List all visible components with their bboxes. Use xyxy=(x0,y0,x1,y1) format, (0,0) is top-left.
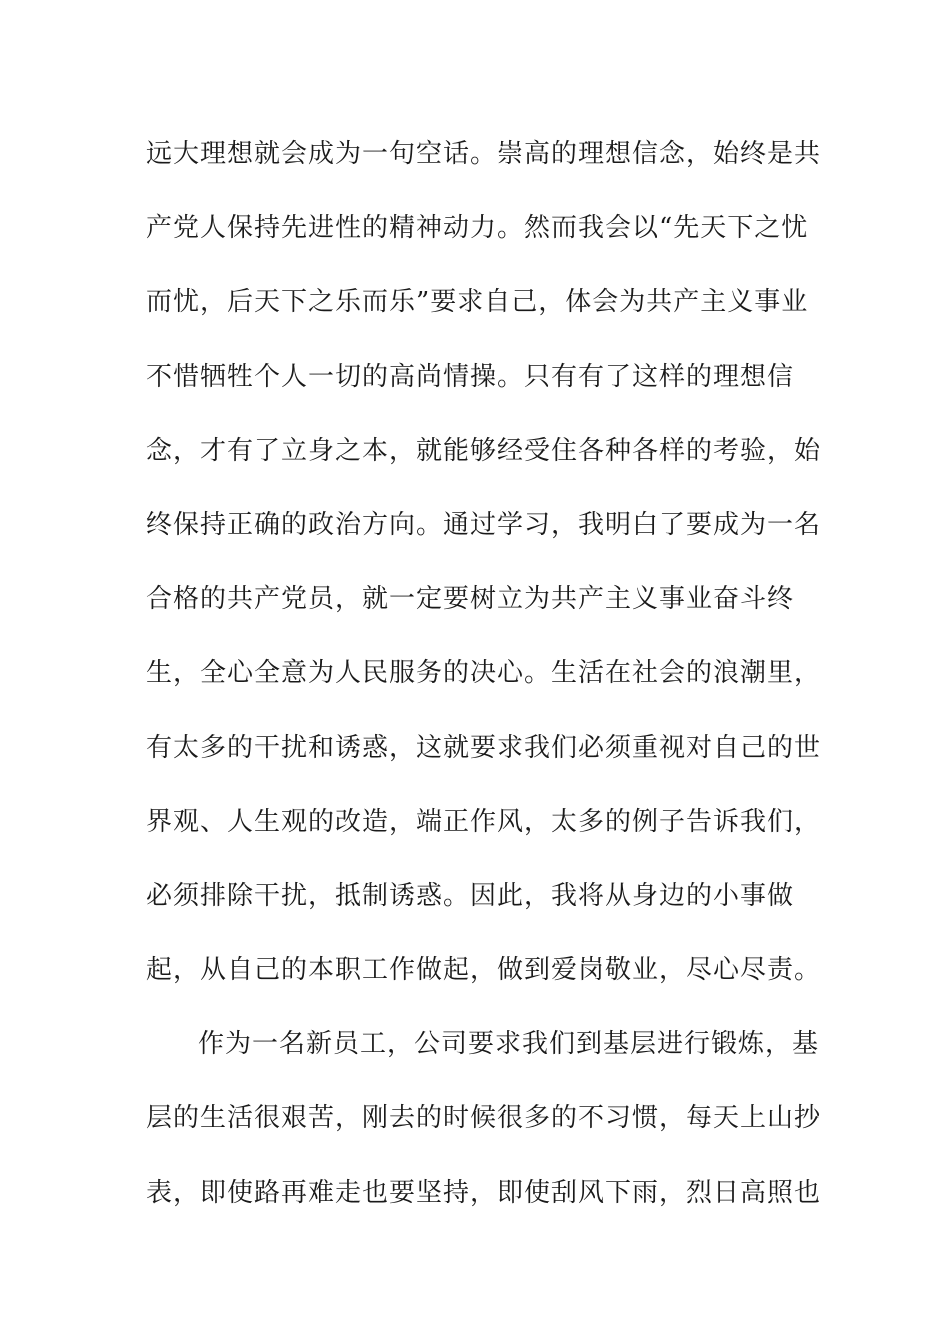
text-line: 生，全心全意为人民服务的决心。生活在社会的浪潮里， xyxy=(146,658,822,689)
text-line: 产党人保持先进性的精神动力。然而我会以“先天下之忧 xyxy=(146,213,809,244)
text-line: 远大理想就会成为一句空话。崇高的理想信念，始终是共 xyxy=(146,139,822,169)
text-line: 终保持正确的政治方向。通过学习，我明白了要成为一名 xyxy=(146,509,822,540)
text-line: 合格的共产党员，就一定要树立为共产主义事业奋斗终 xyxy=(146,584,795,615)
text-line: 表，即使路再难走也要坚持，即使刮风下雨，烈日高照也 xyxy=(146,1177,822,1208)
text-line: 不惜牺牲个人一切的高尚情操。只有有了这样的理想信 xyxy=(146,361,795,392)
text-line: 有太多的干扰和诱惑，这就要求我们必须重视对自己的世 xyxy=(146,732,822,763)
text-line: 层的生活很艰苦，刚去的时候很多的不习惯，每天上山抄 xyxy=(146,1103,822,1134)
text-line: 必须排除干扰，抵制诱惑。因此，我将从身边的小事做 xyxy=(146,880,795,911)
text-line: 而忧，后天下之乐而乐”要求自己，体会为共产主义事业 xyxy=(146,287,809,318)
paragraph-start-line: 作为一名新员工，公司要求我们到基层进行锻炼，基 xyxy=(198,1029,820,1060)
text-line: 起，从自己的本职工作做起，做到爱岗敬业，尽心尽责。 xyxy=(146,955,822,986)
text-line: 界观、人生观的改造，端正作风，太多的例子告诉我们， xyxy=(146,806,822,837)
text-line: 念，才有了立身之本，就能够经受住各种各样的考验，始 xyxy=(146,435,822,466)
body-text xyxy=(146,134,822,1247)
